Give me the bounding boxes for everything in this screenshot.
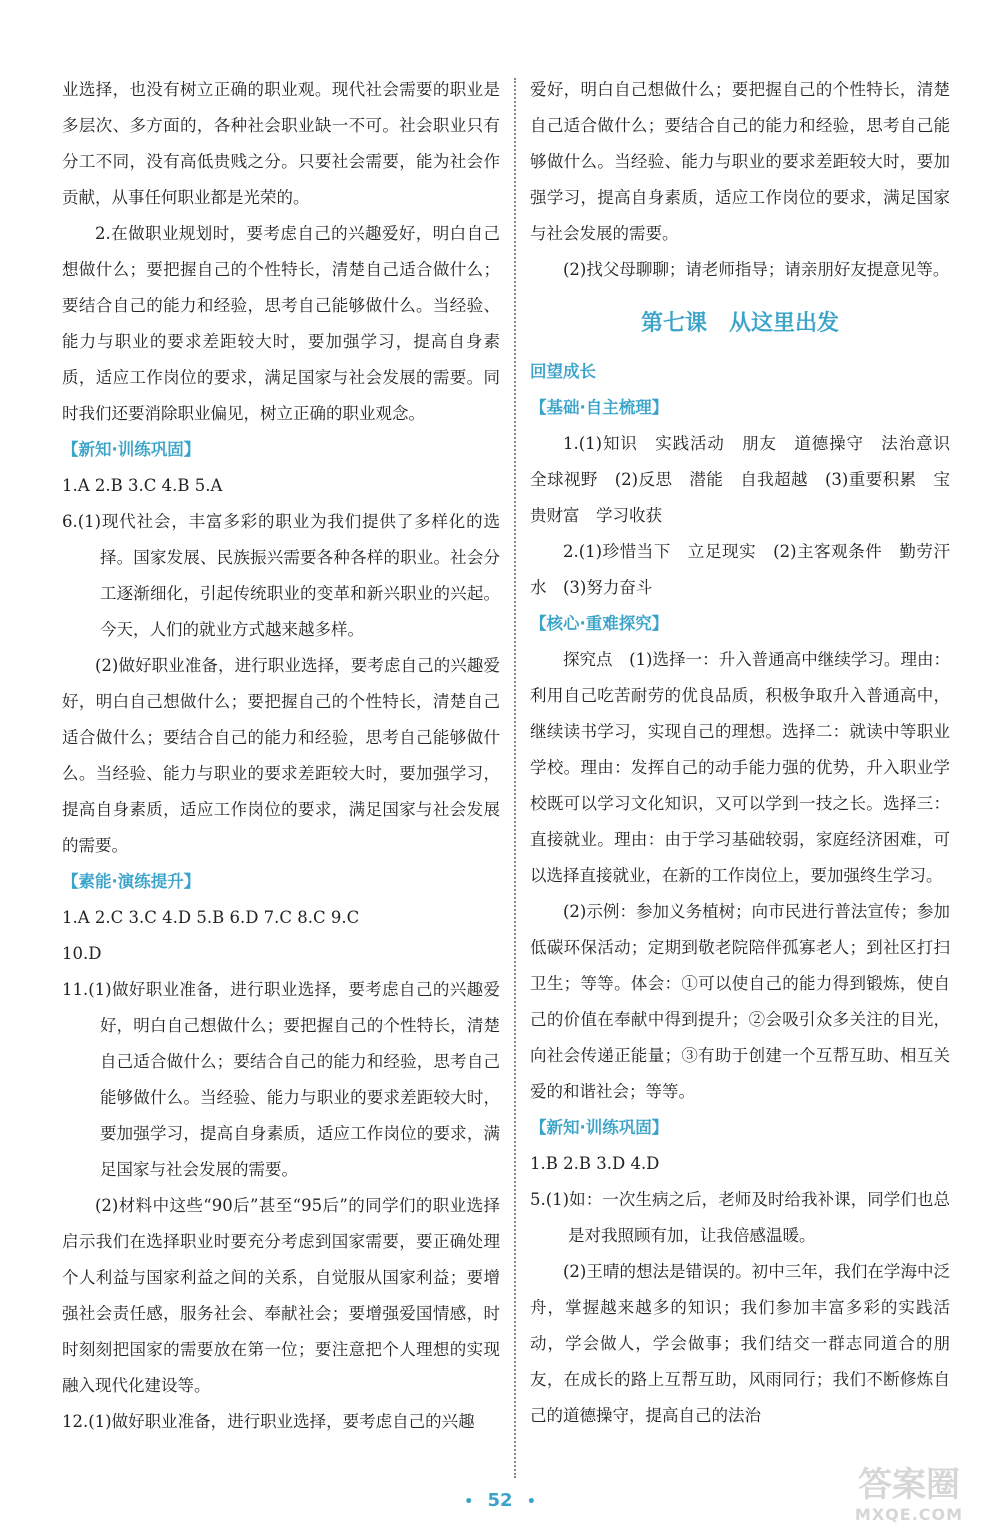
left-column bbox=[62, 72, 500, 1440]
question-12: 12.(1)做好职业准备，进行职业选择，要考虑自己的兴趣 bbox=[62, 1412, 475, 1431]
paragraph: (2)做好职业准备，进行职业选择，要考虑自己的兴趣爱好，明白自己想做什么；要把握自己的个性特长，清楚自己适合做什么；要结合自己的能力和经验，思考自己能够做什么。当经验、能力与职业的要求差距较大时，要加强学习，提高自身素质，适应工作岗位的要求，满足国家与社会发展的需要。 bbox=[62, 656, 500, 855]
watermark-url: MXQE.COM bbox=[854, 1505, 964, 1524]
page-number: 52 bbox=[487, 1490, 513, 1511]
paragraph: (2)王晴的想法是错误的。初中三年，我们在学海中泛舟，掌握越来越多的知识；我们参加丰富多彩的实践活动，学会做人，学会做事；我们结交一群志同道合的朋友，在成长的路上互帮互助，风雨同行；我们不断修炼自己的道德操守，提高自己的法治 bbox=[530, 1262, 950, 1425]
paragraph: 2.在做职业规划时，要考虑自己的兴趣爱好，明白自己想做什么；要把握自己的个性特长，清楚自己适合做什么；要结合自己的能力和经验，思考自己能够做什么。当经验、能力与职业的要求差距较大时，要加强学习，提高自身素质，适应工作岗位的要求，满足国家与社会发展的需要。同时我们还要消除职业偏见，树立正确的职业观念。 bbox=[62, 224, 500, 423]
right-column bbox=[530, 72, 967, 1434]
section-heading: 【核心·重难探究】 bbox=[530, 614, 669, 633]
subheading: 回望成长 bbox=[530, 362, 596, 381]
paragraph: (2)找父母聊聊；请老师指导；请亲朋好友提意见等。 bbox=[563, 260, 950, 279]
paragraph: 探究点 (1)选择一：升入普通高中继续学习。理由：利用自己吃苦耐劳的优良品质，积极争取升入普通高中，继续读书学习，实现自己的理想。选择二：就读中等职业学校。理由：发挥自己的动手能力强的优势，升入职业学校既可以学习文化知识，又可以学到一技之长。选择三：直接就业。理由：由于学习基础较弱，家庭经济困难，可以选择直接就业，在新的工作岗位上，要加强终生学习。 bbox=[530, 650, 950, 885]
column-divider bbox=[514, 78, 516, 1478]
question-5: 5.(1)如：一次生病之后，老师及时给我补课，同学们也总是对我照顾有加，让我倍感温暖。 bbox=[530, 1190, 950, 1245]
question-6: 6.(1)现代社会，丰富多彩的职业为我们提供了多样化的选择。国家发展、民族振兴需要各种各样的职业。社会分工逐渐细化，引起传统职业的变革和新兴职业的兴起。今天，人们的就业方式越来越多样。 bbox=[62, 512, 500, 639]
section-heading: 【新知·训练巩固】 bbox=[62, 440, 201, 459]
answer-line: 1.B 2.B 3.D 4.D bbox=[530, 1154, 660, 1173]
watermark-logo-text: 答案圈 bbox=[858, 1465, 960, 1505]
paragraph: 业选择，也没有树立正确的职业观。现代社会需要的职业是多层次、多方面的，各种社会职业缺一不可。社会职业只有分工不同，没有高低贵贱之分。只要社会需要，能为社会作贡献，从事任何职业都是光荣的。 bbox=[62, 80, 500, 207]
answer-line: 1.A 2.B 3.C 4.B 5.A bbox=[62, 476, 223, 495]
paragraph: 爱好，明白自己想做什么；要把握自己的个性特长，清楚自己适合做什么；要结合自己的能力和经验，思考自己能够做什么。当经验、能力与职业的要求差距较大时，要加强学习，提高自身素质，适应工作岗位的要求，满足国家与社会发展的需要。 bbox=[530, 80, 950, 243]
paragraph: (2)材料中这些“90后”甚至“95后”的同学们的职业选择启示我们在选择职业时要充分考虑到国家需要，要正确处理个人利益与国家利益之间的关系，自觉服从国家利益；要增强社会责任感，服务社会、奉献社会；要增强爱国情感，时时刻刻把国家的需要放在第一位；要注意把个人理想的实现融入现代化建设等。 bbox=[62, 1196, 500, 1395]
paragraph: 2.(1)珍惜当下 立足现实 (2)主客观条件 勤劳汗水 (3)努力奋斗 bbox=[530, 542, 950, 597]
paragraph: 1.(1)知识 实践活动 朋友 道德操守 法治意识 全球视野 (2)反思 潜能 自我超越 (3)重要积累 宝贵财富 学习收获 bbox=[530, 434, 967, 525]
footer-dot-left: • bbox=[464, 1494, 474, 1510]
section-heading: 【基础·自主梳理】 bbox=[530, 398, 669, 417]
section-heading: 【新知·训练巩固】 bbox=[530, 1118, 669, 1137]
answer-line: 10.D bbox=[62, 944, 102, 963]
paragraph: (2)示例：参加义务植树；向市民进行普法宣传；参加低碳环保活动；定期到敬老院陪伴孤寡老人；到社区打扫卫生；等等。体会：①可以使自己的能力得到锻炼，使自己的价值在奉献中得到提升；②会吸引众多关注的目光，向社会传递正能量；③有助于创建一个互帮互助、相互关爱的和谐社会；等等。 bbox=[530, 902, 950, 1101]
footer-dot-right: • bbox=[526, 1494, 536, 1510]
answer-line: 1.A 2.C 3.C 4.D 5.B 6.D 7.C 8.C 9.C bbox=[62, 908, 360, 927]
lesson-title: 第七课 从这里出发 bbox=[640, 311, 839, 336]
question-11: 11.(1)做好职业准备，进行职业选择，要考虑自己的兴趣爱好，明白自己想做什么；要把握自己的个性特长，清楚自己适合做什么；要结合自己的能力和经验，思考自己能够做什么。当经验、能力与职业的要求差距较大时，要加强学习，提高自身素质，适应工作岗位的要求，满足国家与社会发展的需要。 bbox=[62, 980, 500, 1179]
watermark bbox=[834, 1465, 984, 1524]
section-heading: 【素能·演练提升】 bbox=[62, 872, 201, 891]
